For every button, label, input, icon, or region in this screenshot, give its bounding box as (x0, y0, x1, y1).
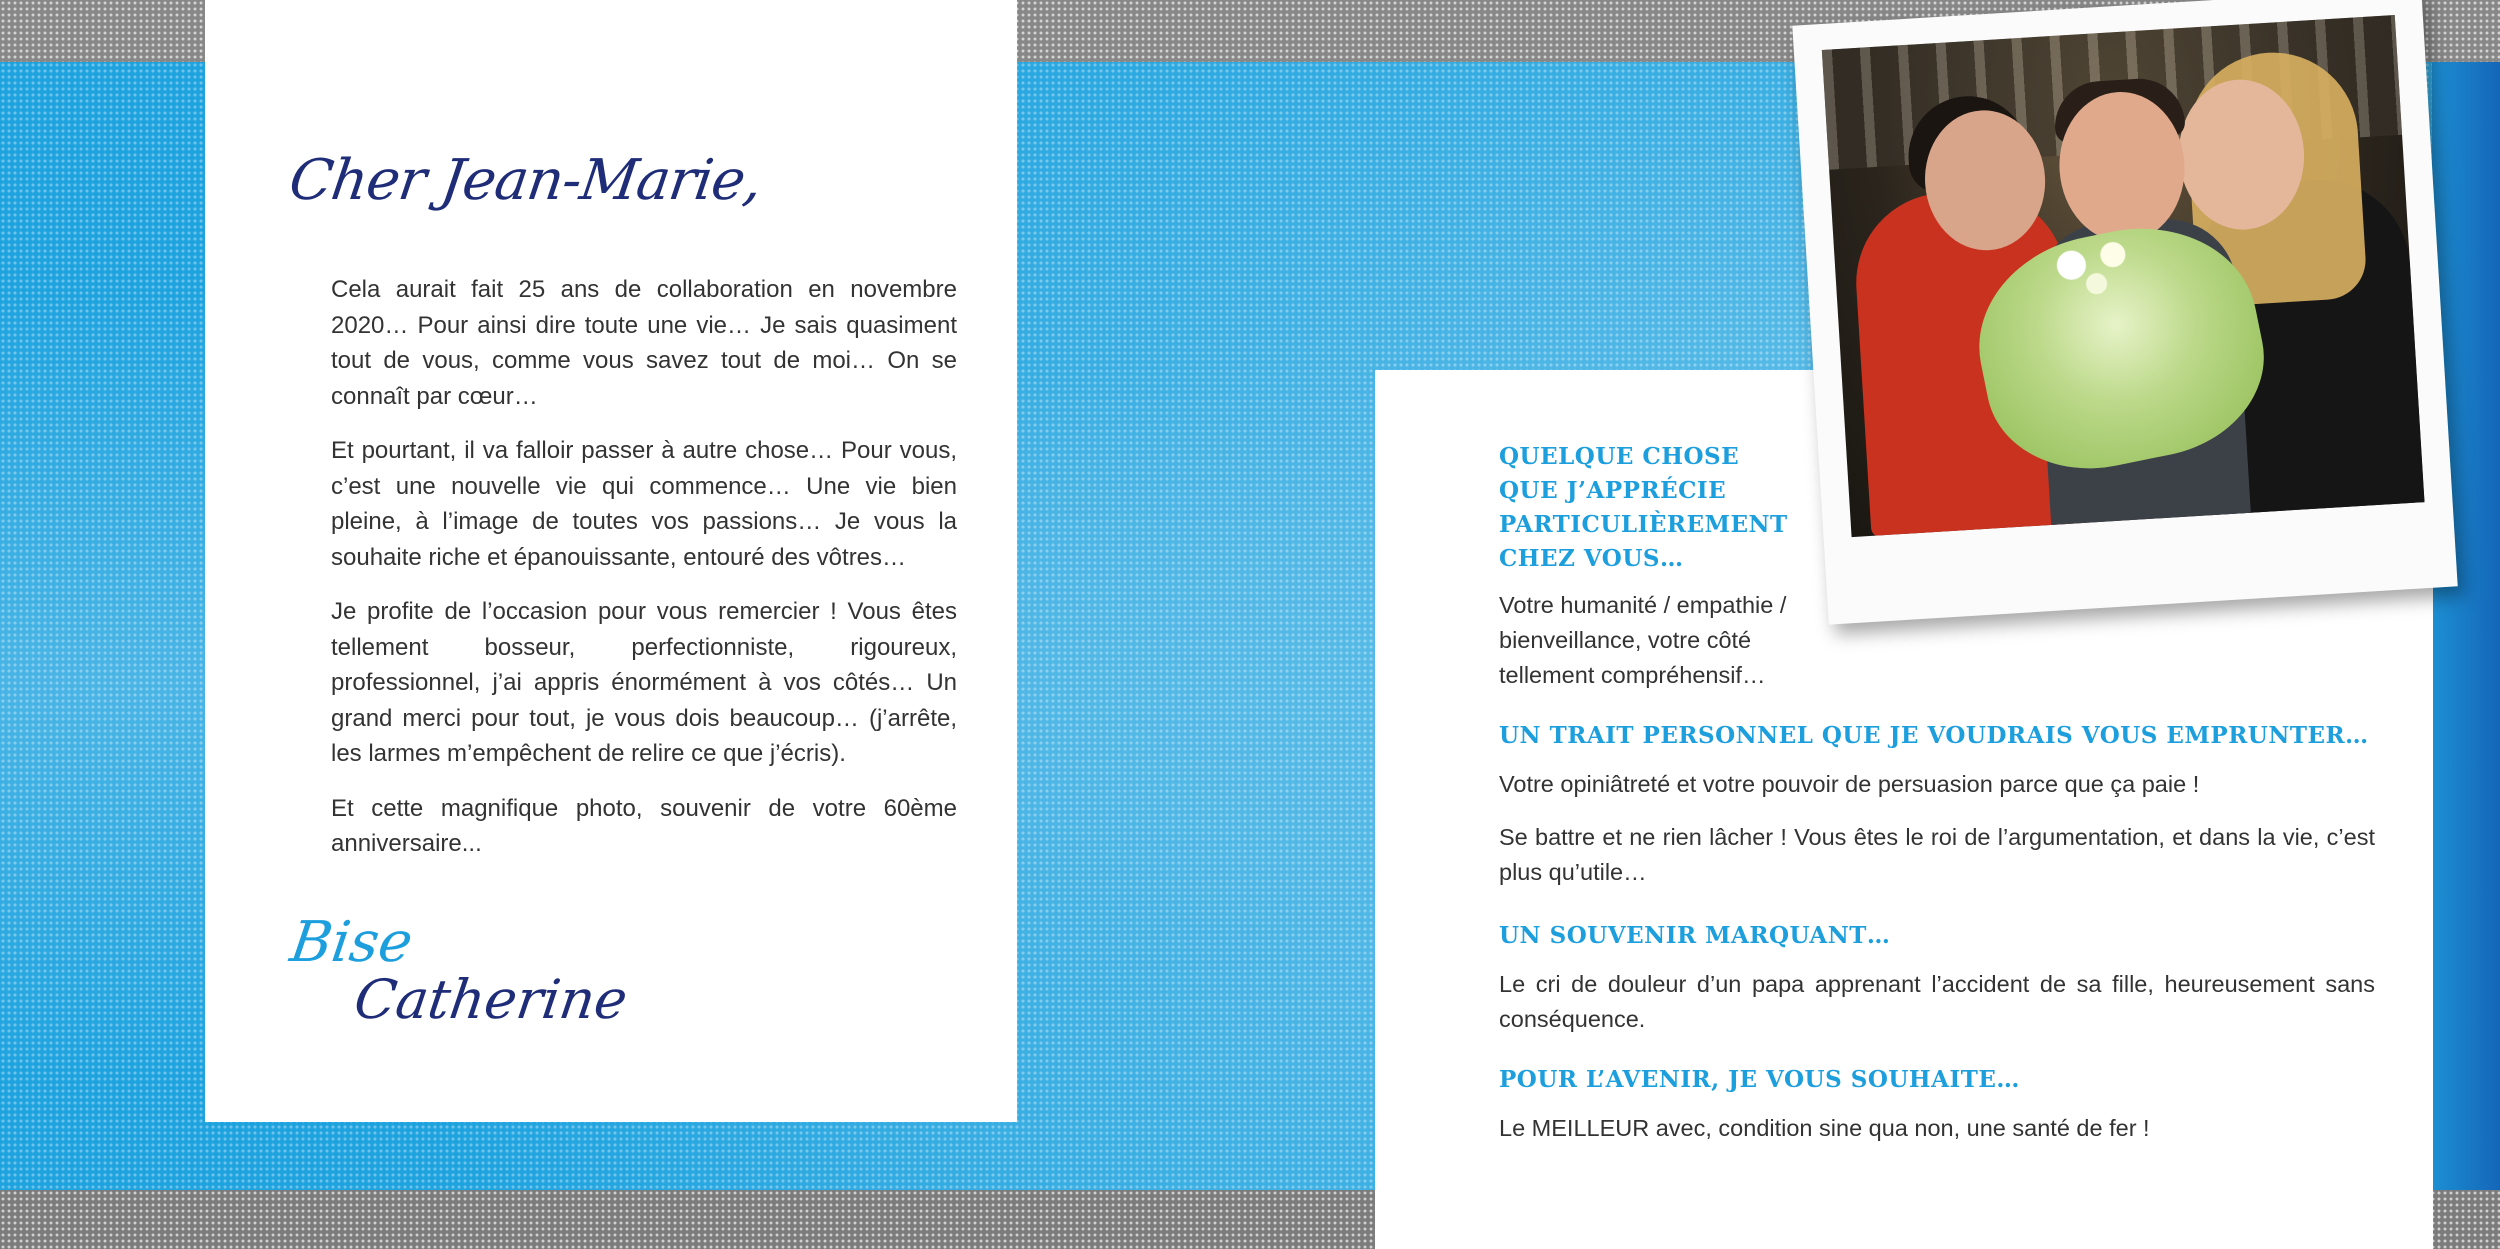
polaroid-photo-frame (1792, 0, 2457, 625)
letter-paragraph: Je profite de l’occasion pour vous remercier ! Vous êtes tellement bosseur, perfectionniste, rigoureux, professionnel, j’ai appris énormément à vos côtés… Un grand merci pour tout, je vous dois beaucoup… (j’arrête, les larmes m’empêchent de relire ce que j’écris). (331, 598, 957, 767)
lily-flowers (2033, 220, 2158, 307)
answer-memory: Le cri de douleur d’un papa apprenant l’accident de sa fille, heureusement sans conséquence. (1499, 971, 2375, 1032)
signature-name: Catherine (350, 968, 632, 1031)
question-heading-trait: UN TRAIT PERSONNEL QUE JE VOUDRAIS VOUS EMPRUNTER… (1499, 722, 2369, 749)
letter-greeting: Cher Jean-Marie, (285, 148, 766, 213)
answer-trait-2: Se battre et ne rien lâcher ! Vous êtes le roi de l’argumentation, et dans la vie, c’est plus qu’utile… (1499, 824, 2375, 885)
answer-appreciation: Votre humanité / empathie / bienveillance, votre côté tellement compréhensif… (1499, 592, 1787, 688)
letter-body (331, 272, 957, 881)
question-heading-future: POUR L’AVENIR, JE VOUS SOUHAITE… (1499, 1066, 2020, 1093)
answer-future: Le MEILLEUR avec, condition sine qua non, une santé de fer ! (1499, 1115, 2150, 1141)
celebration-photo (1822, 15, 2425, 537)
answer-trait-1: Votre opiniâtreté et votre pouvoir de persuasion parce que ça paie ! (1499, 771, 2200, 797)
letter-paragraph: Et cette magnifique photo, souvenir de votre 60ème anniversaire... (331, 794, 957, 857)
question-heading-memory: UN SOUVENIR MARQUANT… (1499, 922, 1891, 949)
blue-edge-strip (2432, 62, 2500, 1190)
letter-paragraph: Et pourtant, il va falloir passer à autre chose… Pour vous, c’est une nouvelle vie qui commence… Une vie bien pleine, à l’image de toutes vos passions… Je vous la souhaite riche et épanouissante, entouré des vôtres… (331, 437, 957, 571)
signature-greeting: Bise (286, 910, 417, 975)
letter-paragraph: Cela aurait fait 25 ans de collaboration en novembre 2020… Pour ainsi dire toute une vie… Je sais quasiment tout de vous, comme vous savez tout de moi… On se connaît par cœur… (331, 276, 957, 410)
question-heading-appreciation: QUELQUE CHOSE QUE J’APPRÉCIE PARTICULIÈREMENT CHEZ VOUS… (1499, 443, 1788, 572)
letter-card (205, 0, 1017, 1122)
